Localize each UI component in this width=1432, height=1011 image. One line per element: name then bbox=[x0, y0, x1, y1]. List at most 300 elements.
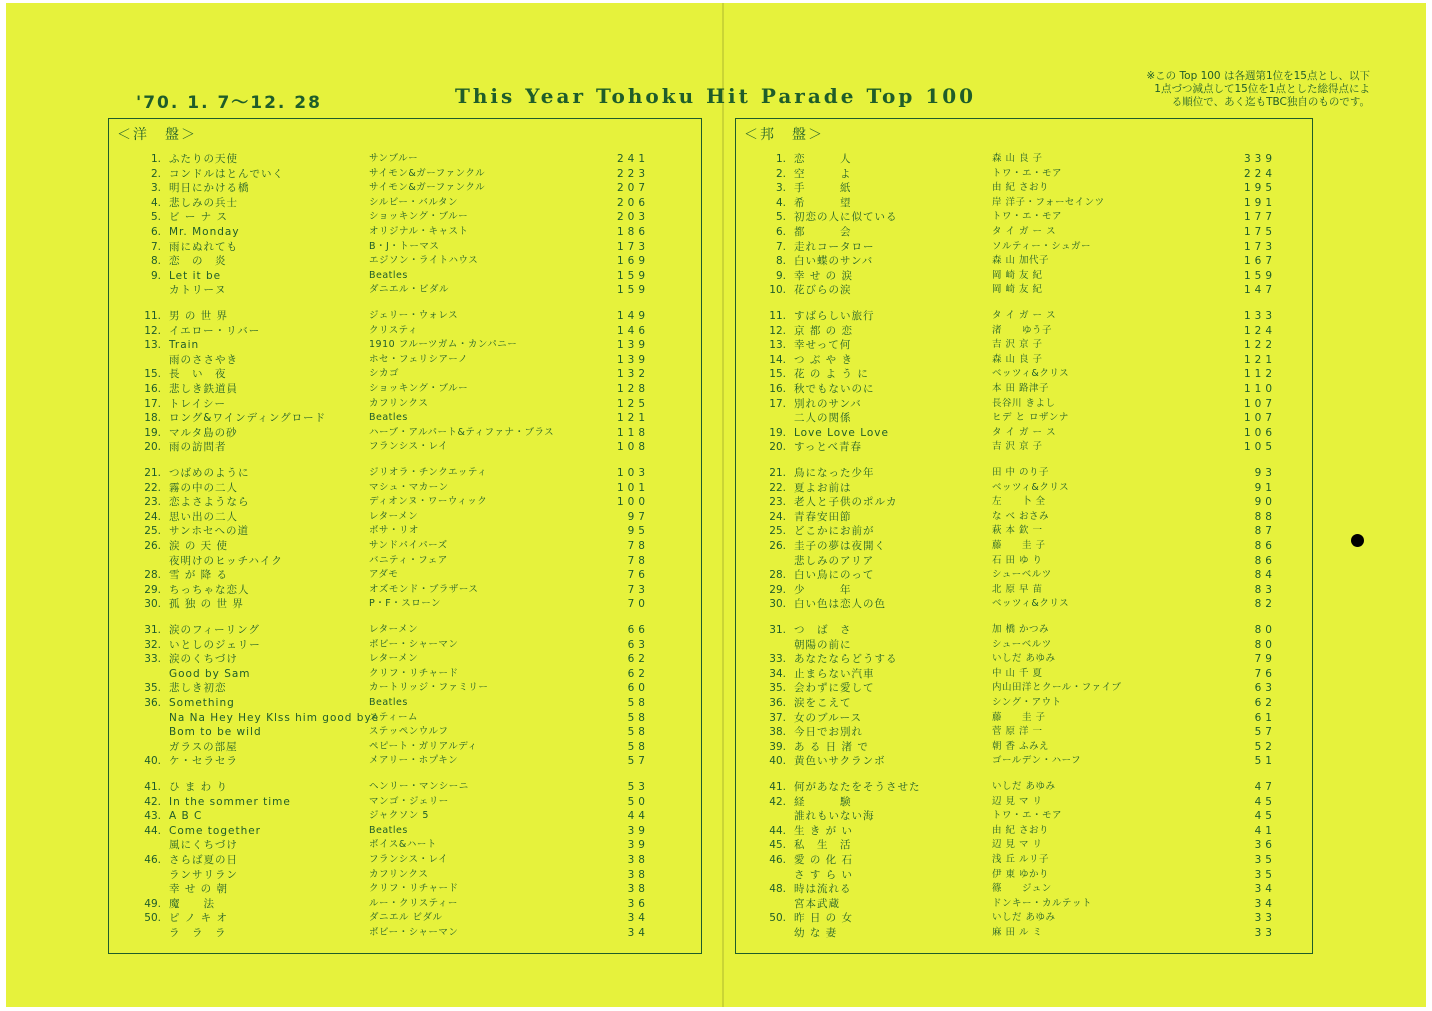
artist-name: 吉 沢 京 子 bbox=[992, 441, 1043, 453]
chart-row bbox=[736, 181, 1312, 195]
artist-name: クリフ・リチャード bbox=[369, 667, 459, 679]
rank-number: 2. bbox=[150, 167, 161, 180]
points-value: 339 bbox=[1243, 153, 1276, 165]
song-title: 昨 日 の 女 bbox=[794, 912, 854, 925]
points-value: 84 bbox=[1254, 569, 1276, 582]
rank-number: 29. bbox=[144, 583, 161, 596]
artist-name: 伊 東 ゆかり bbox=[992, 868, 1050, 880]
chart-row bbox=[109, 681, 701, 695]
song-title: 希 望 bbox=[794, 196, 852, 209]
chart-row bbox=[736, 167, 1312, 181]
song-title: Come together bbox=[169, 824, 261, 837]
song-title: 秋でもないのに bbox=[794, 383, 875, 395]
points-value: 34 bbox=[627, 912, 649, 925]
song-title: 幸せって何 bbox=[794, 339, 852, 352]
chart-row bbox=[736, 411, 1312, 425]
song-title: 手 紙 bbox=[794, 182, 852, 195]
chart-row bbox=[109, 254, 701, 268]
song-title: 白い色は恋人の色 bbox=[794, 598, 886, 611]
chart-row bbox=[736, 809, 1312, 823]
song-title: 朝陽の前に bbox=[794, 638, 852, 651]
rank-number: 40. bbox=[144, 755, 161, 768]
artist-name: フランシス・レイ bbox=[369, 441, 449, 453]
rank-number: 42. bbox=[769, 795, 786, 808]
chart-row bbox=[736, 824, 1312, 838]
points-value: 57 bbox=[627, 755, 649, 768]
chart-row bbox=[736, 597, 1312, 611]
points-value: 58 bbox=[627, 740, 649, 753]
artist-name: シューベルツ bbox=[992, 638, 1052, 650]
chart-row bbox=[736, 725, 1312, 739]
song-title: ひ ま わ り bbox=[169, 781, 229, 793]
points-value: 39 bbox=[627, 839, 649, 852]
points-value: 58 bbox=[627, 726, 649, 739]
points-value: 35 bbox=[1254, 868, 1276, 881]
song-title: ガラスの部屋 bbox=[169, 740, 238, 753]
chart-row bbox=[109, 795, 701, 809]
song-title: 会わずに愛して bbox=[794, 682, 875, 695]
rank-number: 50. bbox=[769, 912, 786, 925]
song-title: あ る 日 渚 で bbox=[794, 740, 869, 753]
points-value: 87 bbox=[1254, 525, 1276, 538]
chart-row bbox=[736, 440, 1312, 454]
artist-name: シルビー・バルタン bbox=[369, 196, 459, 208]
japanese-heading: ＜邦 盤＞ bbox=[744, 127, 824, 143]
artist-name: ハーブ・アルパート&ティファナ・ブラス bbox=[369, 426, 555, 438]
song-title: 思い出の二人 bbox=[169, 510, 238, 523]
rank-number: 21. bbox=[144, 467, 161, 479]
artist-name: 北 原 早 苗 bbox=[992, 583, 1043, 595]
chart-row bbox=[109, 338, 701, 352]
artist-name: 藤 圭 子 bbox=[992, 711, 1046, 723]
points-value: 95 bbox=[627, 525, 649, 538]
artist-name: レターメン bbox=[369, 653, 419, 665]
song-title: 涙 の 天 使 bbox=[169, 540, 229, 552]
chart-row bbox=[736, 838, 1312, 852]
rank-number: 41. bbox=[769, 781, 786, 793]
rank-number: 23. bbox=[769, 496, 786, 509]
artist-name: いしだ あゆみ bbox=[992, 781, 1056, 792]
artist-name: ディオンヌ・ワーウィック bbox=[369, 496, 488, 508]
rank-number: 10. bbox=[769, 284, 786, 297]
artist-name: 中 山 千 夏 bbox=[992, 667, 1043, 679]
rank-number: 33. bbox=[144, 653, 161, 666]
artist-name: ダニエル・ビダル bbox=[369, 284, 450, 296]
song-title: 魔 法 bbox=[169, 897, 215, 910]
artist-name: いしだ あゆみ bbox=[992, 653, 1056, 665]
points-value: 207 bbox=[616, 182, 649, 195]
artist-name: ホセ・フェリシアーノ bbox=[369, 353, 469, 365]
points-value: 62 bbox=[1254, 697, 1276, 709]
rank-number: 44. bbox=[769, 824, 786, 837]
chart-row bbox=[109, 754, 701, 768]
chart-row bbox=[109, 353, 701, 367]
song-title: 白い蝶のサンバ bbox=[794, 255, 874, 268]
chart-row bbox=[736, 466, 1312, 480]
date-range: '70. 1. 7～12. 28 bbox=[136, 93, 322, 113]
chart-row bbox=[736, 353, 1312, 367]
chart-row bbox=[736, 882, 1312, 896]
chart-row bbox=[109, 838, 701, 852]
points-value: 61 bbox=[1254, 711, 1276, 724]
rank-number: 29. bbox=[769, 583, 786, 596]
chart-row bbox=[736, 152, 1312, 166]
points-value: 83 bbox=[1254, 583, 1276, 596]
points-value: 36 bbox=[1254, 839, 1276, 852]
song-title: 鳥になった少年 bbox=[794, 467, 875, 479]
points-value: 51 bbox=[1254, 755, 1276, 768]
rank-number: 13. bbox=[144, 339, 161, 352]
points-value: 159 bbox=[616, 269, 649, 282]
rank-number: 25. bbox=[769, 525, 786, 538]
artist-name: スティーム bbox=[369, 711, 419, 723]
rank-number: 7. bbox=[150, 240, 161, 253]
song-title: Bom to be wild bbox=[169, 726, 262, 739]
artist-name: 由 紀 さおり bbox=[992, 182, 1050, 194]
rank-number: 12. bbox=[144, 324, 161, 337]
points-value: 76 bbox=[1254, 667, 1276, 680]
song-title: 時は流れる bbox=[794, 883, 852, 896]
chart-row bbox=[109, 210, 701, 224]
song-title: あなたならどうする bbox=[794, 653, 898, 666]
chart-row bbox=[736, 754, 1312, 768]
song-title: 生 き が い bbox=[794, 824, 854, 837]
rank-number: 26. bbox=[144, 540, 161, 552]
points-value: 112 bbox=[1243, 368, 1276, 381]
points-value: 45 bbox=[1254, 795, 1276, 808]
rank-number: 15. bbox=[144, 368, 161, 381]
rank-number: 40. bbox=[769, 755, 786, 768]
song-title: 孤 独 の 世 界 bbox=[169, 598, 244, 611]
points-value: 93 bbox=[1254, 467, 1276, 479]
points-value: 47 bbox=[1254, 781, 1276, 793]
artist-name: サンブルー bbox=[369, 153, 419, 164]
song-title: コンドルはとんでいく bbox=[169, 167, 284, 180]
rank-number: 19. bbox=[769, 426, 786, 439]
song-title: 二人の関係 bbox=[794, 412, 852, 425]
artist-name: クリスティ bbox=[369, 324, 418, 336]
points-value: 45 bbox=[1254, 810, 1276, 823]
points-value: 203 bbox=[616, 211, 649, 224]
artist-name: 森 山 加代子 bbox=[992, 255, 1050, 267]
points-value: 110 bbox=[1243, 383, 1276, 395]
artist-name: ステッペンウルフ bbox=[369, 726, 449, 738]
points-value: 80 bbox=[1254, 624, 1276, 636]
points-value: 88 bbox=[1254, 510, 1276, 523]
rank-number: 28. bbox=[769, 569, 786, 582]
chart-row bbox=[736, 652, 1312, 666]
points-value: 128 bbox=[616, 383, 649, 395]
artist-name: トワ・エ・モア bbox=[992, 211, 1063, 223]
song-title: トレイシー bbox=[169, 397, 226, 410]
points-value: 62 bbox=[627, 653, 649, 666]
chart-row bbox=[109, 240, 701, 254]
artist-name: オズモンド・ブラザース bbox=[369, 583, 479, 595]
points-value: 159 bbox=[1243, 269, 1276, 282]
chart-row bbox=[736, 510, 1312, 524]
points-value: 63 bbox=[1254, 682, 1276, 695]
artist-name: 辺 見 マ リ bbox=[992, 839, 1043, 851]
rank-number: 18. bbox=[144, 412, 161, 425]
rank-number: 3. bbox=[775, 182, 786, 195]
chart-row bbox=[109, 225, 701, 239]
artist-name: いしだ あゆみ bbox=[992, 912, 1056, 924]
artist-name: サイモン&ガーファンクル bbox=[369, 182, 486, 194]
song-title: ふたりの天使 bbox=[169, 153, 238, 165]
artist-name: ヒデ と ロザンナ bbox=[992, 412, 1069, 424]
rank-number: 14. bbox=[769, 353, 786, 366]
rank-number: 7. bbox=[775, 240, 786, 253]
chart-row bbox=[109, 539, 701, 553]
song-title: 京 都 の 恋 bbox=[794, 324, 854, 337]
chart-row bbox=[736, 638, 1312, 652]
song-title: いとしのジェリー bbox=[169, 638, 261, 651]
punch-hole bbox=[1351, 534, 1364, 547]
points-value: 38 bbox=[627, 854, 649, 866]
song-title: 風にくちづけ bbox=[169, 839, 238, 852]
rank-number: 22. bbox=[769, 481, 786, 494]
song-title: 悲しみの兵士 bbox=[169, 196, 238, 209]
song-title: サンホセへの道 bbox=[169, 525, 249, 538]
song-title: 明日にかける橋 bbox=[169, 182, 250, 195]
points-value: 33 bbox=[1254, 912, 1276, 925]
rank-number: 11. bbox=[144, 310, 161, 322]
song-title: 今日でお別れ bbox=[794, 726, 863, 739]
points-value: 76 bbox=[627, 569, 649, 582]
chart-row bbox=[736, 681, 1312, 695]
points-value: 90 bbox=[1254, 496, 1276, 509]
points-value: 73 bbox=[627, 583, 649, 596]
artist-name: シューベルツ bbox=[992, 569, 1052, 581]
rank-number: 5. bbox=[775, 211, 786, 224]
points-value: 149 bbox=[616, 310, 649, 322]
chart-row bbox=[109, 583, 701, 597]
song-title: 雪 が 降 る bbox=[169, 569, 229, 582]
points-value: 125 bbox=[616, 397, 649, 410]
song-title: 経 験 bbox=[794, 795, 852, 808]
rank-number: 41. bbox=[144, 781, 161, 793]
points-value: 159 bbox=[616, 284, 649, 297]
song-title: 涙のくちづけ bbox=[169, 653, 238, 666]
chart-row bbox=[736, 868, 1312, 882]
chart-row bbox=[736, 240, 1312, 254]
song-title: 雨にぬれても bbox=[169, 240, 238, 253]
chart-row bbox=[109, 382, 701, 396]
artist-name: 辺 見 マ リ bbox=[992, 795, 1043, 807]
artist-name: ボビー・シャーマン bbox=[369, 927, 459, 938]
rank-number: 33. bbox=[769, 653, 786, 666]
artist-name: 内山田洋とクール・ファイブ bbox=[992, 682, 1122, 694]
chart-row bbox=[109, 667, 701, 681]
rank-number: 4. bbox=[775, 196, 786, 209]
rank-number: 5. bbox=[150, 211, 161, 224]
points-value: 41 bbox=[1254, 824, 1276, 837]
artist-name: ボサ・リオ bbox=[369, 525, 419, 537]
song-title: どこかにお前が bbox=[794, 525, 875, 538]
points-value: 34 bbox=[627, 927, 649, 939]
points-value: 70 bbox=[627, 598, 649, 611]
rank-number: 26. bbox=[769, 540, 786, 552]
song-title: 黄色いサクランボ bbox=[794, 755, 886, 768]
points-value: 124 bbox=[1243, 324, 1276, 337]
rank-number: 49. bbox=[144, 897, 161, 910]
chart-row bbox=[736, 711, 1312, 725]
song-title: 私 生 活 bbox=[794, 839, 852, 852]
points-value: 167 bbox=[1243, 255, 1276, 268]
artist-name: ペピート・ガリアルディ bbox=[369, 740, 478, 752]
artist-name: レターメン bbox=[369, 624, 419, 635]
artist-name: 森 山 良 子 bbox=[992, 353, 1043, 365]
rank-number: 28. bbox=[144, 569, 161, 582]
artist-name: B・J・トーマス bbox=[369, 240, 440, 252]
points-value: 66 bbox=[627, 624, 649, 636]
artist-name: 長谷川 きよし bbox=[992, 397, 1056, 409]
rank-number: 30. bbox=[769, 598, 786, 611]
points-value: 33 bbox=[1254, 927, 1276, 939]
rank-number: 8. bbox=[150, 255, 161, 268]
chart-row bbox=[736, 623, 1312, 637]
song-title: ランサリラン bbox=[169, 868, 238, 881]
song-title: 涙をこえて bbox=[794, 697, 852, 709]
artist-name: ジリオラ・チンクエッティ bbox=[369, 467, 488, 478]
points-value: 177 bbox=[1243, 211, 1276, 224]
rank-number: 43. bbox=[144, 810, 161, 823]
song-title: ロング&ワインディングロード bbox=[169, 412, 327, 425]
points-value: 78 bbox=[627, 554, 649, 567]
points-value: 34 bbox=[1254, 897, 1276, 910]
rank-number: 17. bbox=[144, 397, 161, 410]
artist-name: カートリッジ・ファミリー bbox=[369, 682, 489, 694]
rank-number: 31. bbox=[769, 624, 786, 636]
rank-number: 35. bbox=[144, 682, 161, 695]
rank-number: 30. bbox=[144, 598, 161, 611]
artist-name: 本 田 路津子 bbox=[992, 383, 1050, 394]
rank-number: 46. bbox=[769, 854, 786, 866]
artist-name: 吉 沢 京 子 bbox=[992, 339, 1043, 351]
song-title: ケ・セラセラ bbox=[169, 755, 238, 768]
points-value: 63 bbox=[627, 638, 649, 651]
chart-row bbox=[109, 740, 701, 754]
artist-name: ルー・クリスティー bbox=[369, 897, 458, 909]
song-title: つばめのように bbox=[169, 467, 250, 479]
artist-name: サイモン&ガーファンクル bbox=[369, 167, 486, 179]
artist-name: ソルティー・シュガー bbox=[992, 240, 1092, 252]
song-title: 恋よさようなら bbox=[169, 496, 250, 509]
rank-number: 1. bbox=[775, 153, 786, 165]
artist-name: マンゴ・ジェリー bbox=[369, 795, 449, 807]
chart-row bbox=[109, 324, 701, 338]
song-title: ビ ー ナ ス bbox=[169, 211, 229, 224]
rank-number: 15. bbox=[769, 368, 786, 381]
rank-number: 2. bbox=[775, 167, 786, 180]
points-value: 122 bbox=[1243, 339, 1276, 352]
chart-row bbox=[109, 283, 701, 297]
chart-row bbox=[736, 309, 1312, 323]
points-value: 121 bbox=[1243, 353, 1276, 366]
artist-name: ボビー・シャーマン bbox=[369, 638, 459, 650]
points-value: 97 bbox=[627, 510, 649, 523]
rank-number: 34. bbox=[769, 667, 786, 680]
song-title: 圭子の夢は夜開く bbox=[794, 540, 886, 552]
song-title: 夏よお前は bbox=[794, 481, 852, 494]
artist-name: トワ・エ・モア bbox=[992, 810, 1063, 822]
artist-name: Beatles bbox=[369, 824, 408, 836]
chart-row bbox=[736, 795, 1312, 809]
points-value: 139 bbox=[616, 353, 649, 366]
points-value: 38 bbox=[627, 883, 649, 896]
rank-number: 50. bbox=[144, 912, 161, 925]
chart-row bbox=[736, 397, 1312, 411]
rank-number: 3. bbox=[150, 182, 161, 195]
points-value: 173 bbox=[616, 240, 649, 253]
artist-name: サンドパイパーズ bbox=[369, 540, 448, 551]
artist-name: カフリンクス bbox=[369, 868, 429, 880]
song-title: In the sommer time bbox=[169, 795, 291, 808]
points-value: 106 bbox=[1243, 426, 1276, 439]
points-value: 100 bbox=[616, 496, 649, 509]
chart-row bbox=[109, 597, 701, 611]
points-value: 195 bbox=[1243, 182, 1276, 195]
rank-number: 24. bbox=[769, 510, 786, 523]
song-title: 長 い 夜 bbox=[169, 368, 227, 381]
song-title: 少 年 bbox=[794, 583, 852, 596]
artist-name: 浅 丘 ルリ子 bbox=[992, 854, 1050, 865]
rank-number: 8. bbox=[775, 255, 786, 268]
chart-row bbox=[736, 696, 1312, 710]
song-title: マルタ島の砂 bbox=[169, 426, 238, 439]
artist-name: ショッキング・ブルー bbox=[369, 211, 469, 223]
chart-row bbox=[109, 167, 701, 181]
chart-row bbox=[736, 554, 1312, 568]
rank-number: 36. bbox=[144, 697, 161, 709]
song-title: 花 の よ う に bbox=[794, 368, 869, 381]
points-value: 82 bbox=[1254, 598, 1276, 611]
artist-name: エジソン・ライトハウス bbox=[369, 255, 479, 267]
points-value: 58 bbox=[627, 697, 649, 709]
song-title: 涙のフィーリング bbox=[169, 624, 260, 636]
artist-name: 加 橋 かつみ bbox=[992, 624, 1050, 635]
points-value: 121 bbox=[616, 412, 649, 425]
artist-name: 篠 ジュン bbox=[992, 883, 1052, 895]
page-title: This Year Tohoku Hit Parade Top 100 bbox=[455, 84, 977, 108]
artist-name: な べ おさみ bbox=[992, 510, 1050, 522]
song-title: 止まらない汽車 bbox=[794, 667, 875, 680]
points-value: 34 bbox=[1254, 883, 1276, 896]
rank-number: 42. bbox=[144, 795, 161, 808]
chart-row bbox=[736, 495, 1312, 509]
chart-row bbox=[736, 196, 1312, 210]
song-title: Na Na Hey Hey Klss him good bye bbox=[169, 711, 380, 724]
chart-row bbox=[736, 780, 1312, 794]
rank-number: 36. bbox=[769, 697, 786, 709]
chart-row bbox=[109, 725, 701, 739]
points-value: 173 bbox=[1243, 240, 1276, 253]
points-value: 80 bbox=[1254, 638, 1276, 651]
chart-row bbox=[109, 426, 701, 440]
scoring-note: ※この Top 100 は各週第1位を15点とし、以下 1点づつ減点して15位を1点とした総得点によ る順位で、あく迄もTBC独自のものです。 bbox=[1146, 70, 1370, 108]
chart-row bbox=[109, 397, 701, 411]
chart-row bbox=[736, 283, 1312, 297]
artist-name: 朝 香 ふみえ bbox=[992, 740, 1050, 752]
chart-row bbox=[109, 181, 701, 195]
song-title: すばらしい旅行 bbox=[794, 310, 875, 322]
artist-name: ダニエル ビダル bbox=[369, 912, 443, 924]
chart-row bbox=[109, 897, 701, 911]
rank-number: 6. bbox=[150, 226, 161, 238]
chart-row bbox=[736, 911, 1312, 925]
song-title: 花びらの涙 bbox=[794, 284, 852, 297]
points-value: 146 bbox=[616, 324, 649, 337]
